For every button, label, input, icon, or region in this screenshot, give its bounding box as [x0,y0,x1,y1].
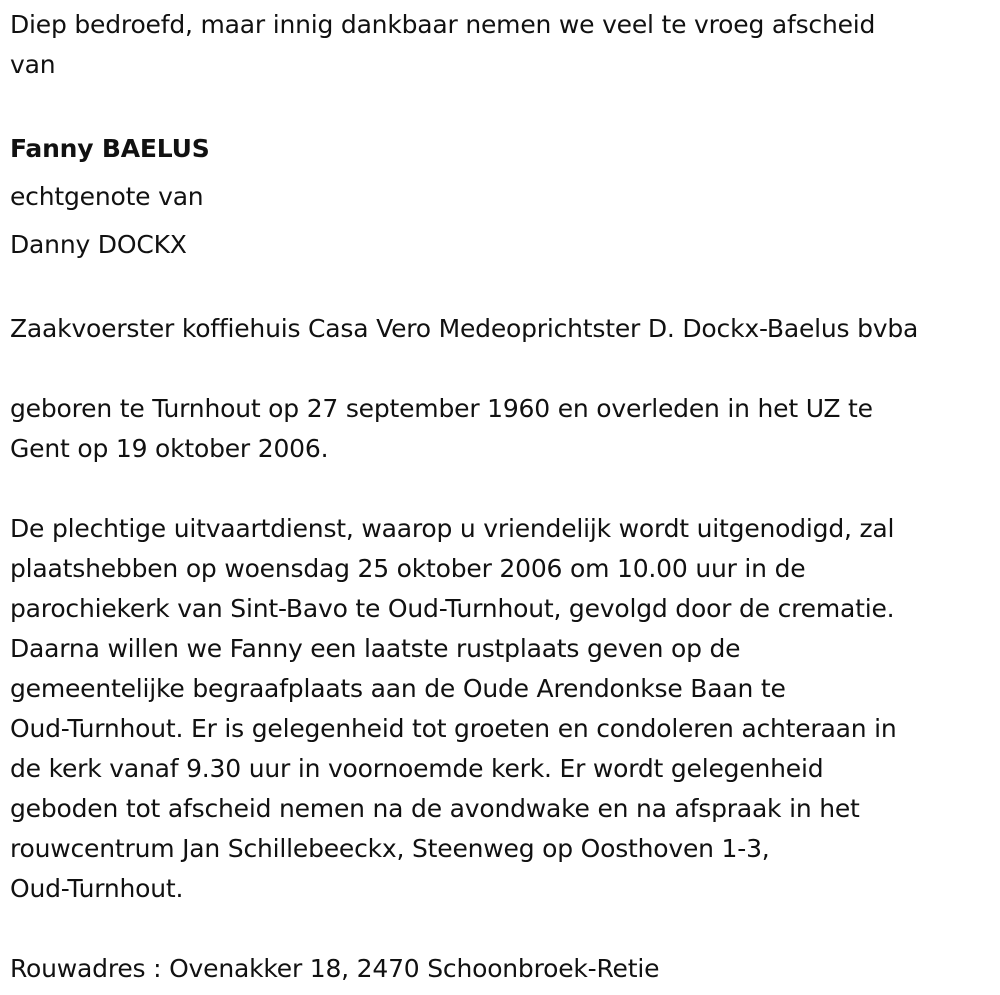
funeral-line: parochiekerk van Sint-Bavo te Oud-Turnhout, gevolgd door de crematie. [10,594,895,623]
funeral-line: Oud-Turnhout. Er is gelegenheid tot groeten en condoleren achteraan in [10,714,897,743]
intro-line-2: van [10,50,56,79]
birth-death-line-1: geboren te Turnhout op 27 september 1960 en overleden in het UZ te [10,394,873,423]
funeral-line: de kerk vanaf 9.30 uur in voornoemde kerk. Er wordt gelegenheid [10,754,824,783]
occupation-text: Zaakvoerster koffiehuis Casa Vero Medeoprichtster D. Dockx-Baelus bvba [10,314,919,343]
funeral-line: Oud-Turnhout. [10,874,184,903]
funeral-line: geboden tot afscheid nemen na de avondwake en na afspraak in het [10,794,860,823]
address-text: Rouwadres : Ovenakker 18, 2470 Schoonbroek-Retie [10,954,660,983]
funeral-line: rouwcentrum Jan Schillebeeckx, Steenweg op Oosthoven 1-3, [10,834,770,863]
funeral-line: plaatshebben op woensdag 25 oktober 2006 om 10.00 uur in de [10,554,806,583]
spacer [10,269,990,309]
funeral-line: gemeentelijke begraafplaats aan de Oude Arendonkse Baan te [10,674,786,703]
birth-death-line-2: Gent op 19 oktober 2006. [10,434,329,463]
deceased-name: Fanny BAELUS [10,134,210,163]
spouse-name: Danny DOCKX [10,230,187,259]
spacer [10,909,990,949]
spacer [10,469,990,509]
spacer [10,349,990,389]
intro-line-1: Diep bedroefd, maar innig dankbaar nemen we veel te vroeg afscheid [10,10,876,39]
funeral-line: De plechtige uitvaartdienst, waarop u vriendelijk wordt uitgenodigd, zal [10,514,895,543]
funeral-paragraph [10,509,990,909]
spacer [10,85,990,125]
relation-text: echtgenote van [10,182,204,211]
funeral-line: Daarna willen we Fanny een laatste rustplaats geven op de [10,634,741,663]
